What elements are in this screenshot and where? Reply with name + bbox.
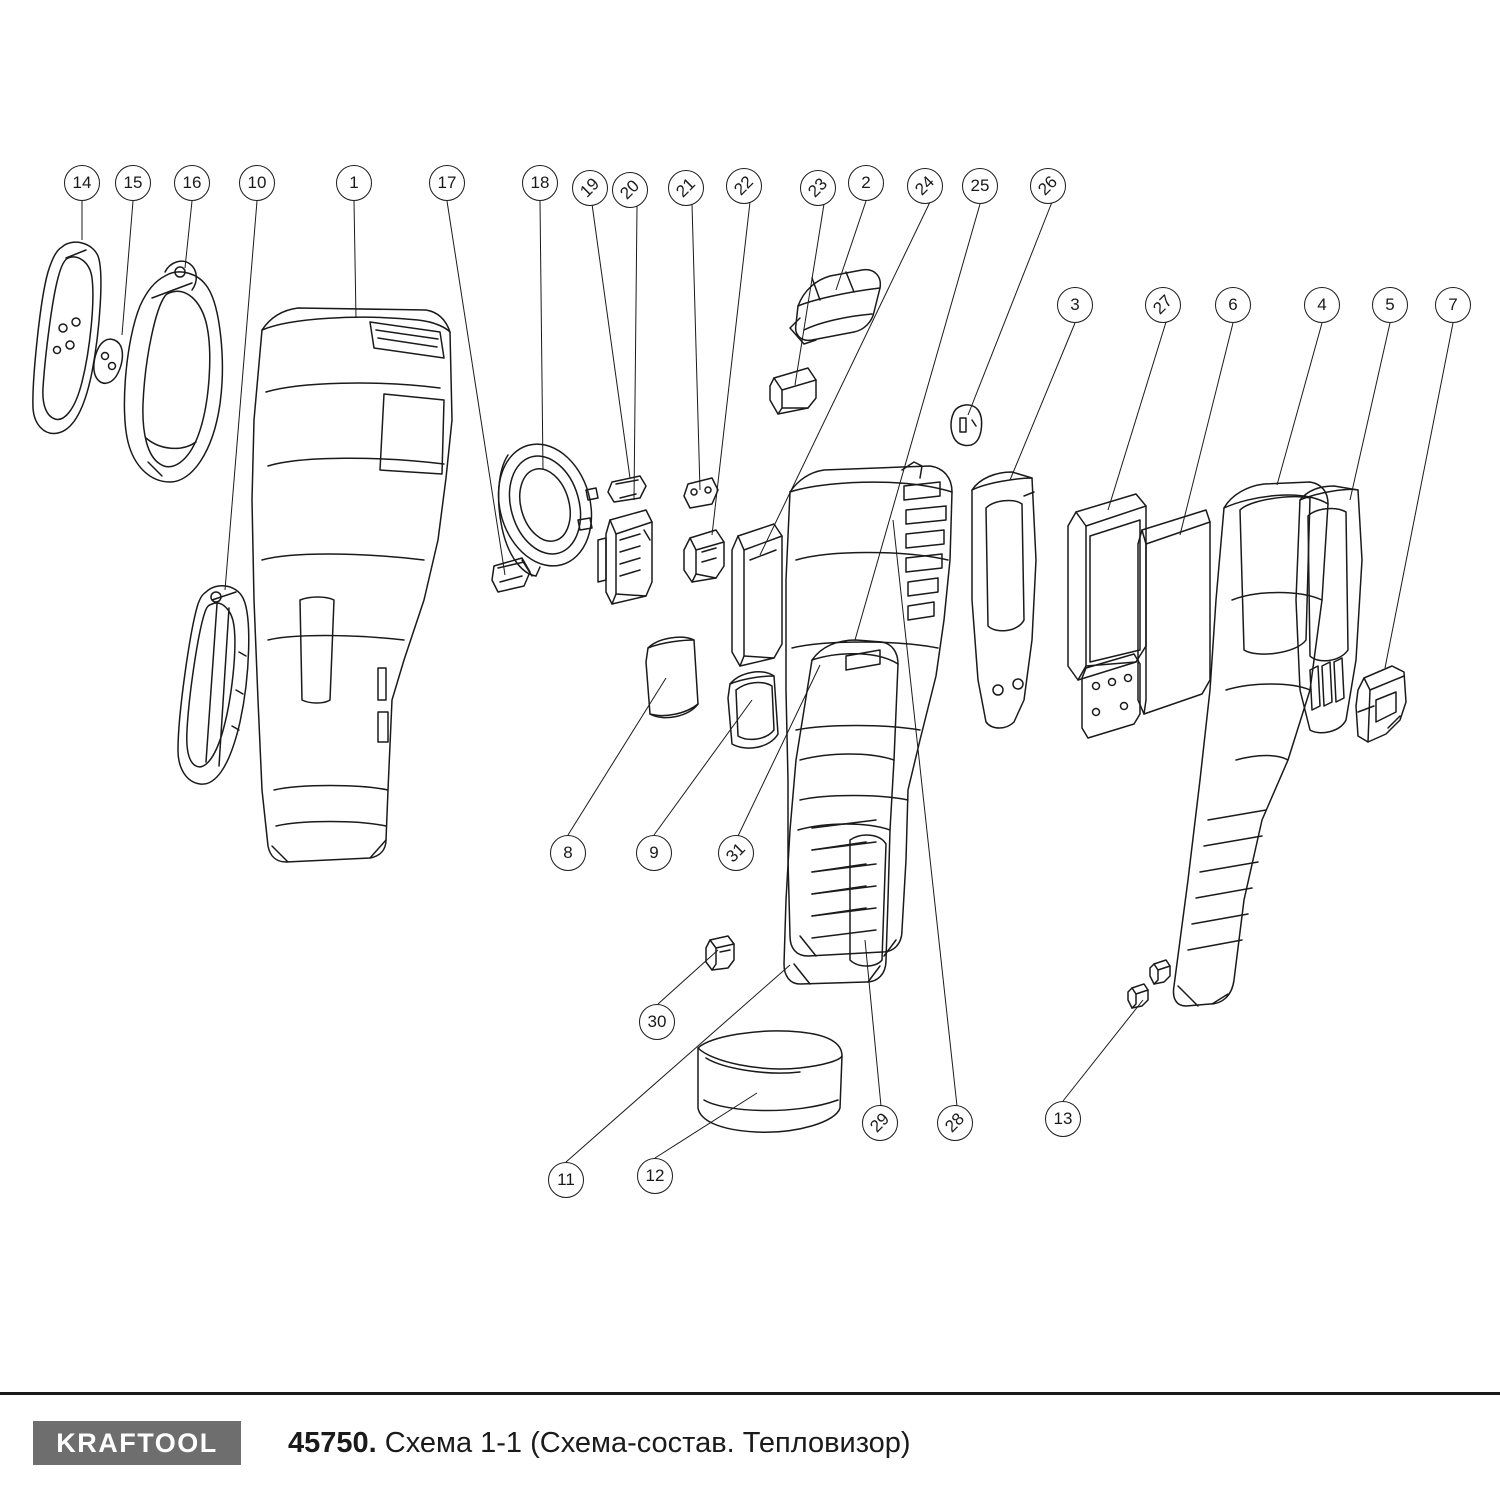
callout-label: 24 [911, 172, 939, 200]
leader-line-1 [354, 201, 356, 318]
callout-label: 7 [1448, 295, 1458, 314]
part-28-bracket-plate [1082, 654, 1140, 738]
leader-line-2 [836, 201, 866, 290]
callout-label: 16 [182, 173, 202, 192]
callout-14[interactable] [64, 165, 100, 201]
leader-line-4 [1277, 323, 1322, 485]
part-10-side-grip [178, 586, 249, 784]
leader-line-13 [1063, 1000, 1143, 1101]
part-27-display [1068, 494, 1146, 680]
leader-line-18 [540, 201, 543, 470]
callout-label: 30 [647, 1012, 667, 1031]
callout-10[interactable] [239, 165, 275, 201]
leader-line-5 [1350, 323, 1390, 500]
callout-label: 2 [861, 173, 871, 192]
callout-label: 12 [645, 1166, 665, 1185]
part-5-bezel [1296, 486, 1362, 733]
callout-11[interactable] [548, 1162, 584, 1198]
callout-label: 17 [437, 173, 457, 192]
leader-line-16 [185, 201, 192, 268]
part-26-trigger-pad [951, 405, 982, 446]
leader-line-7 [1385, 323, 1453, 668]
callout-label: 29 [866, 1109, 894, 1137]
leader-line-24 [760, 202, 930, 555]
callout-30[interactable] [639, 1004, 675, 1040]
part-21-plate [684, 478, 718, 508]
brand-logo [33, 1421, 241, 1465]
callout-label: 13 [1053, 1109, 1073, 1128]
part-4-rear-housing [1174, 482, 1329, 1006]
leader-line-17 [447, 201, 505, 575]
part-30-switch [706, 936, 734, 970]
callout-label: 15 [123, 173, 143, 192]
part-13-screws [1128, 960, 1170, 1008]
callout-label: 21 [672, 174, 700, 202]
leader-line-21 [692, 204, 700, 490]
leader-line-30 [658, 950, 718, 1004]
part-15-gasket [94, 339, 123, 383]
leader-line-19 [592, 204, 630, 478]
part-25-main-chassis [786, 462, 952, 956]
callout-1[interactable] [336, 165, 372, 201]
callout-6[interactable] [1215, 287, 1251, 323]
page-title [288, 1427, 911, 1460]
part-3-inner-frame [972, 472, 1036, 728]
callout-label: 11 [557, 1170, 575, 1189]
part-6-inner-plate [1138, 510, 1210, 714]
part-18-lens-ring [485, 433, 606, 577]
leader-line-15 [122, 201, 133, 335]
part-20-sensor-module [598, 510, 652, 604]
leader-line-23 [795, 204, 824, 385]
leader-line-27 [1108, 322, 1166, 510]
callout-label: 25 [970, 176, 990, 195]
callout-5[interactable] [1372, 287, 1408, 323]
callout-label: 4 [1317, 295, 1327, 314]
brand-name: KRAFTOOL [56, 1427, 218, 1458]
callout-label: 8 [563, 843, 573, 862]
part-29-handle-shell [784, 640, 898, 984]
leader-line-28 [893, 520, 957, 1106]
callout-label: 28 [941, 1109, 969, 1137]
callout-8[interactable] [550, 835, 586, 871]
leader-line-12 [655, 1093, 757, 1158]
leader-line-9 [654, 700, 752, 835]
callout-label: 31 [722, 839, 750, 867]
callout-label: 3 [1070, 295, 1080, 314]
part-23-battery-pack [732, 524, 782, 666]
callout-label: 22 [730, 172, 758, 200]
callout-label: 1 [349, 173, 359, 192]
callout-4[interactable] [1304, 287, 1340, 323]
callout-label: 6 [1228, 295, 1238, 314]
callout-12[interactable] [637, 1158, 673, 1194]
callout-label: 5 [1385, 295, 1395, 314]
callout-label: 20 [616, 176, 644, 204]
leader-line-25 [855, 204, 980, 640]
part-24-block [770, 368, 816, 414]
leader-line-22 [712, 202, 750, 535]
callout-label: 9 [649, 843, 659, 862]
part-1-front-housing [252, 308, 452, 862]
leader-line-31 [738, 665, 820, 836]
leader-lines [82, 201, 1453, 1162]
part-22-connector [684, 530, 724, 582]
part-7-end-piece [1356, 666, 1406, 742]
footer [0, 1395, 1500, 1500]
leader-line-3 [1010, 323, 1075, 480]
callout-label: 27 [1149, 291, 1177, 319]
callout-17[interactable] [429, 165, 465, 201]
callout-15[interactable] [115, 165, 151, 201]
leader-line-26 [968, 202, 1052, 415]
callout-13[interactable] [1045, 1101, 1081, 1137]
callout-label: 26 [1034, 172, 1062, 200]
callout-25[interactable] [962, 168, 998, 204]
callout-label: 18 [530, 173, 550, 192]
callout-7[interactable] [1435, 287, 1471, 323]
drawing-code: 45750. [288, 1427, 377, 1459]
part-14-rear-pad [33, 242, 101, 433]
part-8-rubber-pad [646, 637, 698, 717]
callout-2[interactable] [848, 165, 884, 201]
callout-3[interactable] [1057, 287, 1093, 323]
leader-line-6 [1180, 323, 1233, 535]
callout-16[interactable] [174, 165, 210, 201]
leader-line-8 [568, 678, 666, 835]
callout-9[interactable] [636, 835, 672, 871]
callout-18[interactable] [522, 165, 558, 201]
callout-label: 23 [804, 174, 832, 202]
leader-line-20 [634, 206, 637, 500]
callout-label: 14 [72, 173, 92, 192]
drawing-title: Схема 1-1 (Схема-состав. Тепловизор) [384, 1427, 911, 1459]
part-9-cap [728, 672, 778, 748]
callout-label: 10 [247, 173, 267, 192]
part-19-bracket [608, 476, 646, 502]
callout-label: 19 [576, 174, 604, 202]
part-16-battery-cover [124, 261, 222, 482]
